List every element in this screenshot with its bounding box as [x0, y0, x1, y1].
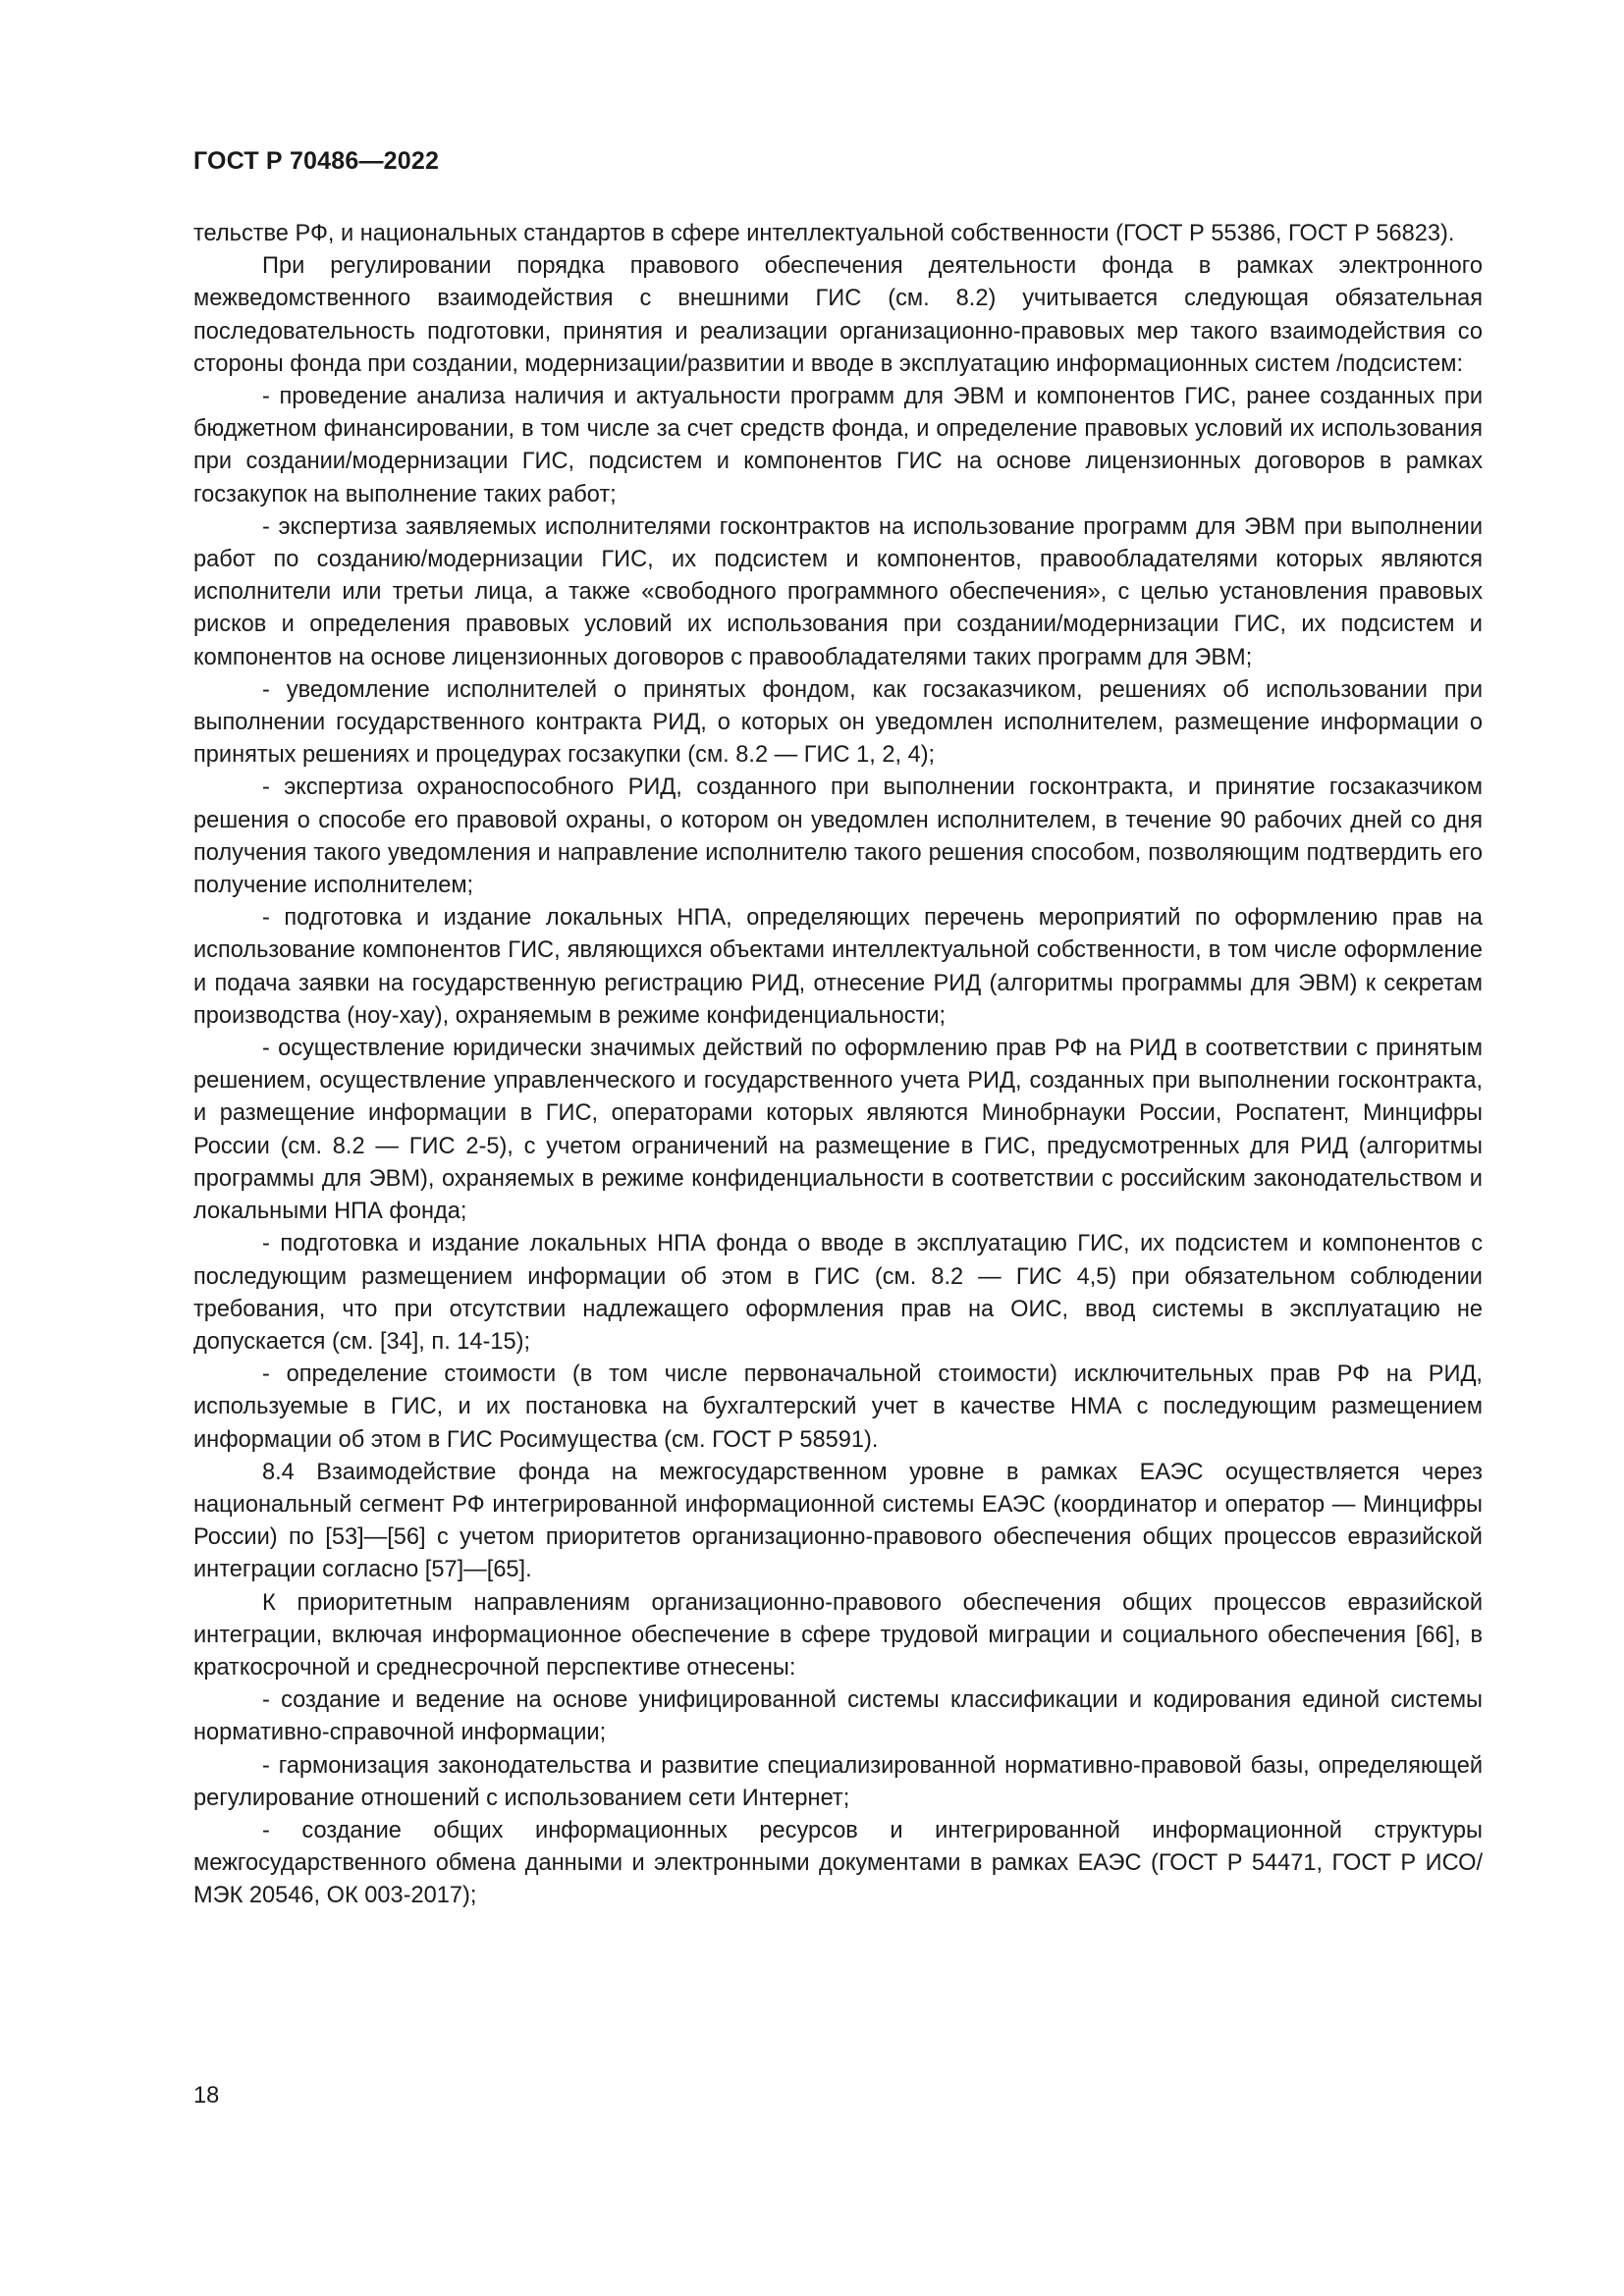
document-header: ГОСТ Р 70486—2022 — [193, 147, 440, 175]
list-item: - подготовка и издание локальных НПА фонда о вводе в эксплуатацию ГИС, их подсистем и компонентов с последующим размещением информации об этом в ГИС (см. 8.2 — ГИС 4,5) при обязательном соблюдении требования, что при отсутствии надлежащего оформления прав на ОИС, ввод системы в эксплуатацию не допускается (см. [34], п. 14-15); — [193, 1231, 1483, 1355]
list-item: - создание и ведение на основе унифицированной системы классификации и кодирования единой системы нормативно-справочной информации; — [193, 1687, 1483, 1746]
list-item: - определение стоимости (в том числе первоначальной стоимости) исключительных прав РФ на РИД, используемые в ГИС, и их постановка на бухгалтерский учет в качестве НМА с последующим размещением информации об этом в ГИС Росимущества (см. ГОСТ Р 58591). — [193, 1362, 1483, 1453]
paragraph: При регулировании порядка правового обеспечения деятельности фонда в рамках электронного межведомственного взаимодействия с внешними ГИС (см. 8.2) учитывается следующая обязательная последовательность подготовки, принятия и реализации организационно-правовых мер такого взаимодействия со стороны фонда при создании, модернизации/развитии и вводе в эксплуатацию информационных систем /подсистем: — [193, 253, 1483, 377]
list-item: - подготовка и издание локальных НПА, определяющих перечень мероприятий по оформлению прав на использование компонентов ГИС, являющихся объектами интеллектуальной собственности, в том числе оформление и подача заявки на государственную регистрацию РИД, отнесение РИД (алгоритмы программы для ЭВМ) к секретам производства (ноу-хау), охраняемым в режиме конфиденциальности; — [193, 905, 1483, 1029]
list-item: - экспертиза заявляемых исполнителями госконтрактов на использование программ для ЭВМ при выполнении работ по созданию/модернизации ГИС, их подсистем и компонентов, правообладателями которых являются исполнители или третьи лица, а также «свободного программного обеспечения», с целью установления правовых рисков и определения правовых условий их использования при создании/модернизации ГИС, их подсистем и компонентов на основе лицензионных договоров с правообладателями таких программ для ЭВМ; — [193, 513, 1483, 670]
paragraph: тельстве РФ, и национальных стандартов в сфере интеллектуальной собственности (ГОСТ Р 55386, ГОСТ Р 56823). — [193, 221, 1455, 246]
list-item: - гармонизация законодательства и развитие специализированной нормативно-правовой базы, определяющей регулирование отношений с использованием сети Интернет; — [193, 1752, 1483, 1811]
list-item: - экспертиза охраноспособного РИД, созданного при выполнении госконтракта, и принятие госзаказчиком решения о способе его правовой охраны, о котором он уведомлен исполнителем, в течение 90 рабочих дней со дня получения такого уведомления и направление исполнителю такого решения способом, позволяющим подтвердить его получение исполнителем; — [193, 774, 1483, 899]
list-item: - создание общих информационных ресурсов и интегрированной информационной структуры межгосударственного обмена данными и электронными документами в рамках ЕАЭС (ГОСТ Р 54471, ГОСТ Р ИСО/МЭК 20546, ОК 003-2017); — [193, 1817, 1483, 1909]
section-paragraph: 8.4 Взаимодействие фонда на межгосударственном уровне в рамках ЕАЭС осуществляется через национальный сегмент РФ интегрированной информационной системы ЕАЭС (координатор и оператор — Минцифры России) по [53]—[56] с учетом приоритетов организационно-правового обеспечения общих процессов евразийской интеграции согласно [57]—[65]. — [193, 1459, 1483, 1583]
list-item: - осуществление юридически значимых действий по оформлению прав РФ на РИД в соответствии с принятым решением, осуществление управленческого и государственного учета РИД, созданных при выполнении госконтракта, и размещение информации в ГИС, операторами которых являются Минобрнауки России, Роспатент, Минцифры России (см. 8.2 — ГИС 2-5), с учетом ограничений на размещение в ГИС, предусмотренных для РИД (алгоритмы программы для ЭВМ), охраняемых в режиме конфиденциальности в соответствии с российским законодательством и локальными НПА фонда; — [193, 1036, 1483, 1225]
paragraph: К приоритетным направлениям организационно-правового обеспечения общих процессов евразийской интеграции, включая информационное обеспечение в сфере трудовой миграции и социального обеспечения [66], в краткосрочной и среднесрочной перспективе отнесены: — [193, 1589, 1483, 1681]
list-item: - уведомление исполнителей о принятых фондом, как госзаказчиком, решениях об использовании при выполнении государственного контракта РИД, о которых он уведомлен исполнителем, размещение информации о принятых решениях и процедурах госзакупки (см. 8.2 — ГИС 1, 2, 4); — [193, 676, 1483, 769]
page-number: 18 — [193, 2083, 220, 2109]
list-item: - проведение анализа наличия и актуальности программ для ЭВМ и компонентов ГИС, ранее созданных при бюджетном финансировании, в том числе за счет средств фонда, и определение правовых условий их использования при создании/модернизации ГИС, подсистем и компонентов ГИС на основе лицензионных договоров в рамках госзакупок на выполнение таких работ; — [193, 384, 1483, 507]
document-body — [193, 218, 1483, 1913]
